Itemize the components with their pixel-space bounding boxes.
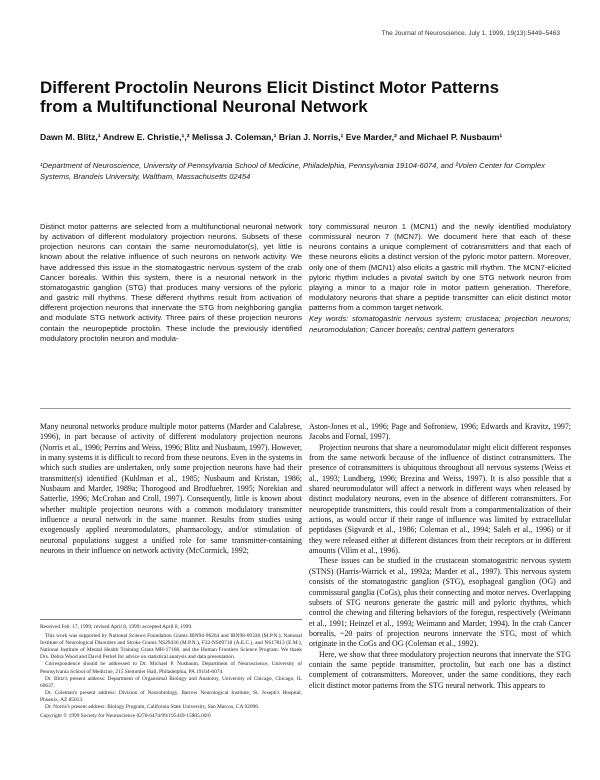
body-right-column xyxy=(309,422,571,691)
present-address-note: Dr. Coleman's present address: Division of Neurobiology, Barrow Neurological Institute, St. Joseph's Hospital, Phoenix, AZ 85013. xyxy=(40,689,302,703)
body-left-column xyxy=(40,422,302,556)
abstract-text-part-1: Distinct motor patterns are selected from a multifunctional neuronal network by activation of different modulatory projection neurons. Subsets of these projection neurons can contain the same neuromodulator(s), yet little is known about the relative influence of such neurons on network activity. We have addressed this issue in the stomatogastric nervous system of the crab Cancer borealis. Within this system, there is a neuronal network in the stomatogastric ganglion (STG) that produces many versions of the pyloric and gastric mill rhythms. These different rhythms result from activation of different projection neurons that innervate the STG from neighboring ganglia and modulate STG network activity. Three pairs of these projection neurons contain the neuropeptide proctolin. These include the previously identified modulatory proctolin neuron and modula- xyxy=(40,222,302,343)
body-paragraph: Here, we show that three modulatory projection neurons that innervate the STG contain the same peptide transmitter, proctolin, but each one has a distinct complement of cotransmitters. Moreover, under the same conditions, they each elicit distinct motor patterns from the STG neural network. This appears to xyxy=(309,649,571,690)
body-paragraph: Aston-Jones et al., 1996; Page and Sofroniew, 1996; Edwards and Kravitz, 1997; Jacobs and Fornal, 1997). xyxy=(309,422,571,442)
correspondence-note: Correspondence should be addressed to Dr. Michael P. Nusbaum, Department of Neuroscience, University of Pennsylvania School of Medicine, 215 Stemmler Hall, Philadelphia, PA 19104-6074. xyxy=(40,661,302,675)
copyright-line: Copyright © 1999 Society for Neuroscience 0270-6474/99/195449-15$05.00/0 xyxy=(40,713,211,720)
footnote-divider xyxy=(40,619,302,620)
running-head: The Journal of Neuroscience, July 1, 1999, 19(13):5449–5463 xyxy=(381,30,560,37)
article-title: Different Proctolin Neurons Elicit Distinct Motor Patterns from a Multifunctional Neuronal Network xyxy=(40,78,500,116)
abstract-right-column xyxy=(309,222,571,335)
author-list: Dawn M. Blitz,¹ Andrew E. Christie,¹,² Melissa J. Coleman,¹ Brian J. Norris,¹ Eve Marder,² and Michael P. Nusbaum¹ xyxy=(40,132,503,142)
body-paragraph: These issues can be studied in the crustacean stomatogastric nervous system (STNS) (Harris-Warrick et al., 1992a; Marder et al., 1997). This nervous system consists of the stomatogastric ganglion (STG), esophageal ganglion (OG) and commissural ganglia (CoGs), plus their connecting and motor nerves. Overlapping subsets of STG neurons generate the gastric mill and pyloric rhythms, which control the chewing and filtering behaviors of the foregut, respectively (Weimann et al., 1991; Heinzel et al., 1993; Weimann and Marder, 1994). In the crab Cancer borealis, ~20 pairs of projection neurons innervate the STG, most of which originate in the CoGs and OG (Coleman et al., 1992). xyxy=(309,556,571,649)
footnotes xyxy=(40,624,302,720)
section-divider xyxy=(40,408,571,409)
present-address-note: Dr. Norris's present address: Biology Program, California State University, San Marcos, CA 92096. xyxy=(45,704,260,711)
body-paragraph: Many neuronal networks produce multiple motor patterns (Marder and Calabrese, 1996), in part because of activity of different modulatory projection neurons (Norris et al., 1996; Perrins and Weiss, 1996; Blitz and Nusbaum, 1997). However, in many systems it is difficult to record from these neurons. Even in the systems in which such studies are undertaken, only some projection neurons have had their transmitter(s) identified (Kuhlman et al., 1985; Nusbaum and Kristan, 1986; Nusbaum and Marder, 1989a; Thorogood and Brodfuehrer, 1995; Norekian and Satterlie, 1996; McCrohan and Croll, 1997). Consequently, little is known about whether multiple projection neurons with a common modulatory transmitter influence a neural network in the same manner. Results from studies using exogenously applied neuromodulators, pharmacology, and/or stimulation of neuronal populations suggest a unified role for same transmitter-containing neurons in their influence on network activity (McCormick, 1992; xyxy=(40,422,302,556)
body-paragraph: Projection neurons that share a neuromodulator might elicit different responses from the same network because of the influence of distinct cotransmitters. The presence of cotransmitters is ubiquitous throughout all nervous systems (Weiss et al., 1993; Lundberg, 1996; Brezina and Weiss, 1997). It is also possible that a shared neuromodulator will affect a network in different ways when released by distinct modulatory neurons, even in the absence of different cotransmitters. For neuropeptide transmitters, this could result from a compartmentalization of their actions, as would occur if their range of influence was limited by extracellular peptidases (Sigvardt et al., 1986; Coleman et al., 1994; Saleh et al., 1996) or if they were released either at different distances from their receptors or in different amounts (Vilim et al., 1996). xyxy=(309,442,571,556)
received-dates: Received Feb. 17, 1999; revised April 8, 1999; accepted April 8, 1999. xyxy=(40,624,193,630)
abstract-text-part-2: tory commissural neuron 1 (MCN1) and the newly identified modulatory commissural neuron 7 (MCN7). We document here that each of these neurons contains a unique complement of cotransmitters and that each of these neurons elicits a distinct version of the pyloric motor pattern. Moreover, only one of them (MCN1) also elicits a gastric mill rhythm. The MCN7-elicited pyloric rhythm includes a pivotal switch by one STG network neuron from playing a minor to a major role in motor pattern generation. Therefore, modulatory neurons that share a peptide transmitter can elicit distinct motor patterns from a common target network. xyxy=(309,222,571,313)
present-address-note: Dr. Blitz's present address: Department of Organismal Biology and Anatomy, University of Chicago, Chicago, IL 60637. xyxy=(40,675,302,689)
abstract-left-column xyxy=(40,222,302,344)
keywords: Key words: stomatogastric nervous system; crustacea; projection neurons; neuromodulation; Cancer borealis; central pattern generators xyxy=(309,314,571,334)
funding-note: This work was supported by National Science Foundation Grants IBN94-96264 and IBN98-09336 (M.P.N.), National Institute of Neurological Disorders and Stroke Grants NS29436 (M.P.N.), F32-NS09718 (A.E.C.), and NS17813 (E.M.), National Institute of Mental Health Training Grant MH-17168, and the Human Frontiers Science Program. We thank Drs. Debra Wood and David Perkel for advice on statistical analysis and data presentation. xyxy=(40,633,302,661)
affiliation: ¹Department of Neuroscience, University of Pennsylvania School of Medicine, Philadelphia, Pennsylvania 19104-6074, and ²Volen Center for Complex Systems, Brandeis University, Waltham, Massachusetts 02454 xyxy=(40,161,545,181)
